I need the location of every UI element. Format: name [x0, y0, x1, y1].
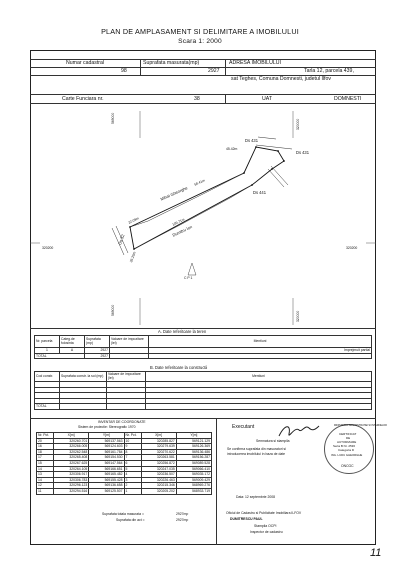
x-coordinate: 320270.622	[141, 449, 176, 455]
x-coordinate: 320266.005	[54, 444, 89, 450]
scale-label: Scara 1: 2000	[178, 38, 222, 45]
confirm-line2: introducerea imobilului in baza de date	[227, 452, 286, 456]
coord-top-left: 569000	[111, 112, 115, 124]
inventory-title: INVENTAR DE COORDONATE	[98, 420, 146, 424]
col-y: Y[m]	[89, 433, 124, 439]
col-y: Y[m]	[176, 433, 211, 439]
point-number: 18	[37, 449, 54, 455]
cf-value: 38	[194, 96, 200, 102]
survey-point-label: C P 1	[184, 276, 193, 280]
coordinate-row	[37, 488, 212, 494]
col-mentions: Mentiuni	[146, 372, 372, 382]
point-number: 14	[37, 477, 54, 483]
point-number: 2	[124, 483, 141, 489]
uat-value: DOMNESTI	[334, 96, 362, 102]
y-coordinate: 569089.528	[176, 460, 211, 466]
section-b-title: B. Date referitoare la constructii	[150, 365, 208, 370]
y-coordinate: 569009.429	[176, 477, 211, 483]
col-x: X[m]	[141, 433, 176, 439]
y-coordinate: 569156.287	[176, 455, 211, 461]
coord-left-mid: 320200	[42, 246, 54, 250]
point-number: 15	[37, 460, 54, 466]
y-coordinate: 569125.507	[89, 488, 124, 494]
coord-top-right: 320000	[296, 118, 300, 130]
y-coordinate: 569066.410	[176, 466, 211, 472]
point-number: 12	[37, 483, 54, 489]
col-parcel: Nr. parcela	[35, 336, 60, 348]
confirm-date: Data: 12 septembrie 2008	[236, 495, 276, 499]
coord-bottom-left: 569000	[111, 304, 115, 316]
col-code: Cod constr.	[35, 372, 60, 382]
x-coordinate: 320226.463	[141, 477, 176, 483]
y-coordinate: 569035.172	[176, 472, 211, 478]
y-coordinate: 568969.276	[176, 483, 211, 489]
cell-parcel: 1	[35, 348, 60, 354]
total-mentions	[149, 353, 372, 359]
address-line2: sat Teghes, Comuna Domnesti, judetul Ilfov	[231, 76, 331, 82]
stamp-line5: Categoria D	[338, 448, 355, 452]
stamp-line6: ING. LUDU GHEORGHE	[331, 453, 363, 457]
col-point: Nr. Pct.	[37, 433, 54, 439]
area-header: Suprafata masurata(mp)	[143, 60, 200, 66]
cell-category: A	[60, 348, 85, 354]
col-value: Valoare de impozitare (lei)	[107, 372, 146, 382]
stamp-line2: DE	[346, 436, 351, 440]
col-area: Suprafata (mp)	[85, 336, 110, 348]
point-number: 11	[37, 488, 54, 494]
cf-label: Carte Funciara nr.	[62, 96, 104, 102]
y-coordinate: 569147.564	[89, 460, 124, 466]
ocpi-stamp-label: Stampila OCPI	[254, 524, 277, 528]
neighbour-label-1: Mihai Gheorghe	[159, 185, 189, 202]
y-coordinate: 569136.486	[176, 449, 211, 455]
col-x: X[m]	[54, 433, 89, 439]
land-table	[34, 335, 372, 359]
x-coordinate: 320296.123	[54, 483, 89, 489]
cell-area: 2927	[85, 348, 110, 354]
y-coordinate: 569165.482	[89, 472, 124, 478]
point-number: 9	[124, 444, 141, 450]
length-label-1: 45.42m	[226, 147, 238, 151]
x-coordinate: 320260.701	[54, 438, 89, 444]
building-table	[34, 371, 372, 410]
x-coordinate: 320247.035	[141, 466, 176, 472]
page-number: 11	[370, 547, 382, 559]
x-coordinate: 320265.408	[54, 455, 89, 461]
road-label-ds431-b: Ds 431	[296, 150, 309, 155]
stamp-line1: CERTIFICAT	[339, 432, 357, 436]
signature-label: Semnatura si stampila	[256, 439, 290, 443]
cadastral-map	[30, 103, 376, 328]
stamp-arc-text: MINISTERUL ADMINISTRATIEI SI INTERNELOR	[334, 424, 387, 427]
point-number: 17	[37, 455, 54, 461]
point-number: 7	[124, 455, 141, 461]
x-coordinate: 320306.917	[54, 472, 89, 478]
address-line1: Tarla 12, parcela 439,	[304, 68, 354, 74]
x-coordinate: 320215.346	[141, 483, 176, 489]
point-number: 8	[124, 449, 141, 455]
total-area: 2927	[85, 353, 110, 359]
length-label-3: 109.71m	[171, 217, 186, 227]
point-number: 14	[37, 466, 54, 472]
office-line1: Oficiul de Cadastru si Publicitate Imobiliara ILFOV	[226, 511, 302, 515]
stamp-line3: AUTORIZARE	[337, 440, 357, 444]
road-label-ds441: Ds 441	[253, 190, 266, 195]
y-coordinate: 569166.651	[89, 466, 124, 472]
page-title: PLAN DE AMPLASAMENT SI DELIMITARE A IMOBILULUI	[101, 27, 299, 36]
point-number: 10	[124, 438, 141, 444]
col-value: Valoare de impozitare (lei)	[110, 336, 149, 348]
length-label-5: 26.25m	[129, 251, 137, 264]
total-value	[110, 353, 149, 359]
section-a-title: A. Date referitoare la teren	[158, 329, 207, 334]
y-coordinate: 569126.369	[176, 444, 211, 450]
y-coordinate: 569121.129	[176, 438, 211, 444]
y-coordinate: 569124.603	[89, 444, 124, 450]
x-coordinate: 320306.783	[54, 477, 89, 483]
point-number: 1	[124, 488, 141, 494]
point-number: 3	[124, 477, 141, 483]
col-built-area: Suprafata constr. la sol (mp)	[60, 372, 107, 382]
x-coordinate: 320294.516	[54, 488, 89, 494]
cadastral-value: 98	[121, 68, 127, 74]
point-number: 20	[37, 438, 54, 444]
coord-bottom-right: 320000	[296, 310, 300, 322]
coord-right-mid: 320200	[346, 246, 358, 250]
cell	[107, 404, 146, 410]
col-point: Nr. Pct.	[124, 433, 141, 439]
y-coordinate: 569154.530	[89, 455, 124, 461]
inventory-subtitle: Sistem de proiectie: Stereografic 1970	[78, 425, 136, 429]
cell-mentions: Imprejmuit partial	[149, 348, 372, 354]
total-area-value: 2927mp	[176, 512, 189, 516]
cadastral-header: Numar cadastral	[66, 60, 105, 66]
neighbour-label-2: Dumitru Ion	[171, 224, 193, 238]
x-coordinate: 320285.827	[141, 438, 176, 444]
x-coordinate: 320256.872	[141, 460, 176, 466]
stamp-line4: Seria B Nr. 2536	[333, 444, 356, 448]
col-mentions: Mentiuni	[149, 336, 372, 348]
y-coordinate: 569161.784	[89, 449, 124, 455]
inspector-label: Inspector de cadastru	[250, 530, 283, 534]
point-number: 13	[37, 472, 54, 478]
x-coordinate: 320264.105	[54, 466, 89, 472]
length-label-2: 58.41m	[193, 178, 206, 187]
executant-label: Executant	[232, 424, 255, 430]
point-number: 16	[37, 444, 54, 450]
point-number: 5	[124, 466, 141, 472]
confirm-line1: Se confirma suprafata din masuratori si	[227, 447, 286, 451]
deed-area-value: 2927mp	[176, 518, 189, 522]
authorization-stamp	[324, 424, 387, 474]
col-category: Categ.de folosinta	[60, 336, 85, 348]
office-line2: DUMITRESCU PAUL	[230, 517, 263, 521]
x-coordinate: 320205.202	[141, 488, 176, 494]
total-label: TOTAL	[35, 404, 60, 410]
x-coordinate: 320279.639	[141, 444, 176, 450]
cell	[146, 404, 372, 410]
x-coordinate: 320236.507	[141, 472, 176, 478]
x-coordinate: 320262.548	[54, 449, 89, 455]
length-label-4: 22.09m	[127, 216, 140, 225]
y-coordinate: 568933.719	[176, 488, 211, 494]
coordinate-table	[36, 432, 212, 495]
uat-label: UAT	[262, 96, 272, 102]
total-label: TOTAL	[35, 353, 85, 359]
point-number: 4	[124, 472, 141, 478]
x-coordinate: 320263.581	[141, 455, 176, 461]
y-coordinate: 569136.658	[89, 483, 124, 489]
stamp-bottom-text: ONCGC	[341, 464, 354, 468]
y-coordinate: 569137.563	[89, 438, 124, 444]
deed-area-label: Suprafata din act =	[116, 518, 145, 522]
x-coordinate: 320267.625	[54, 460, 89, 466]
total-area-label: Suprafata totala masurata =	[102, 512, 144, 516]
point-number: 6	[124, 460, 141, 466]
cell	[60, 404, 107, 410]
road-label-ds32: Ds 32	[117, 233, 126, 246]
address-header: ADRESA IMOBILULUI	[229, 60, 281, 66]
road-label-ds431-a: Ds 431	[245, 138, 258, 143]
y-coordinate: 569155.428	[89, 477, 124, 483]
area-value: 2927	[208, 68, 220, 74]
